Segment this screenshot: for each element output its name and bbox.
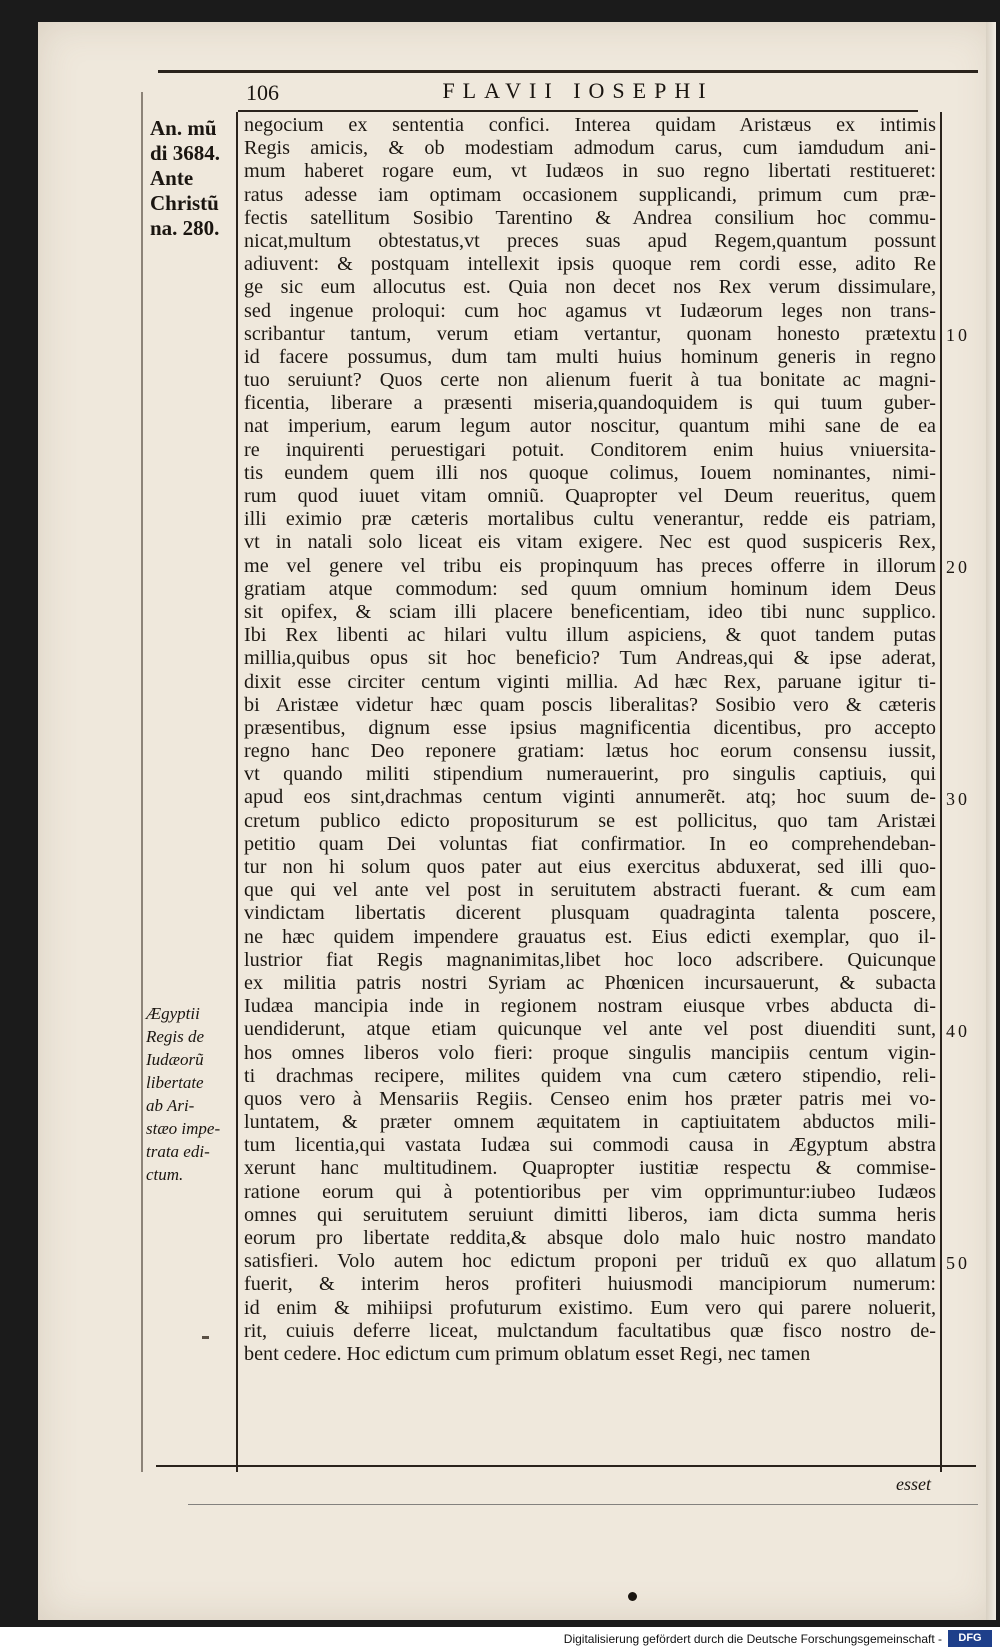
text-line: ex militia patris nostri Syriam ac Phœnicen incursauerunt, & subacta [244, 971, 936, 994]
text-line: que qui vel ante vel post in seruitutem abstracti fuerant. & cum eam [244, 879, 936, 902]
text-line: ne hæc quidem impendere grauatus est. Eius edicti exemplar, quo il- [244, 925, 936, 948]
line-number: 40 [946, 1020, 970, 1041]
text-line: satisfieri. Volo autem hoc edictum proponi per triduũ ex quo allatum [244, 1250, 936, 1273]
text-line: ficentia, liberare a præsenti miseria,quandoquidem is qui tuum guber- [244, 392, 936, 415]
text-line: tuo seruiunt? Quos certe non alienum fuerit à tua bonitate ac magni- [244, 369, 936, 392]
page-number: 106 [246, 80, 279, 105]
margin-gloss-line: libertate [146, 1073, 204, 1092]
text-line: rit, cuiuis deferre liceat, mulctandum facultatibus quæ fisco nostro de- [244, 1319, 936, 1342]
line-number: 30 [946, 788, 970, 809]
margin-gloss-line: Iudæorũ [146, 1050, 204, 1069]
footer-credit: Digitalisierung gefördert durch die Deutsche Forschungsgemeinschaft - [563, 1632, 942, 1646]
text-line: tis eundem quem illi nos quoque colimus, Iouem nominantes, nimi- [244, 461, 936, 484]
text-line: uendiderunt, atque etiam quicunque vel ante vel post diuenditi sunt, [244, 1018, 936, 1041]
main-text [244, 114, 936, 1366]
text-line: eorum pro libertate reddita,& absque dolo malo huic nostro mandato [244, 1227, 936, 1249]
text-line: petitio quam Dei voluntas fiat confirmatior. In eo comprehendeban- [244, 832, 936, 855]
line-number: 50 [946, 1252, 970, 1273]
text-left-rule [236, 112, 238, 1472]
text-line: vt in natali solo liceat eis vitam exigere. Nec est quod suspiceris Rex, [244, 531, 936, 554]
margin-date-line: Christũ [150, 191, 219, 215]
ink-dot [628, 1592, 637, 1601]
catchword: esset [896, 1474, 931, 1494]
text-line: sit opifex, & sciam illi placere beneficentiam, ideo tibi nunc supplico. [244, 600, 936, 623]
margin-outer-rule [141, 92, 143, 1472]
text-line: me vel genere vel tribu eis propinquum has preces offerre in illorum [244, 554, 936, 577]
text-line: apud eos sint,drachmas centum viginti annumerẽt. atq; hoc suum de- [244, 786, 936, 809]
text-line: mum haberet rogare eum, vt Iudæos in suo regno libertati restitueret: [244, 160, 936, 183]
text-line: xerunt hanc multitudinem. Quapropter iustitiæ respectu & commise- [244, 1157, 936, 1180]
bottom-rule [156, 1465, 976, 1467]
text-line: id facere possumus, dum tam multi huius hominum generis in regno [244, 345, 936, 368]
text-line: quos vero à Mensariis Regiis. Censeo enim hos præter patris mei vo- [244, 1087, 936, 1110]
dfg-logo-icon: DFG [948, 1630, 992, 1647]
text-line: sed ingenue proloqui: cum hoc agamus vt Iudæorum leges non trans- [244, 299, 936, 322]
page-edge [986, 22, 996, 1620]
margin-gloss-line: Regis de [146, 1027, 205, 1046]
text-line: tur non hi solum quos pater aut eius exercitus abduxerat, sed illi quo- [244, 856, 936, 878]
margin-date-note [150, 116, 234, 241]
text-line: ratus adesse iam optimam occasionem supplicandi, primum cum præ- [244, 183, 936, 206]
margin-gloss-line: trata edi- [146, 1142, 210, 1161]
text-line: fectis satellitum Sosibio Tarentino & Andrea consilium hoc commu- [244, 206, 936, 229]
text-line: Regis amicis, & ob modestiam admodum carus, cum iamdudum ani- [244, 137, 936, 160]
text-line: nat imperium, earum legum autor noscitur, quantum mihi sane de ea [244, 415, 936, 438]
text-line: rum quod iuuet vitam omniũ. Quapropter vel Deum reueritus, quem [244, 485, 936, 507]
text-line: dixit esse circiter centum viginti millia. Ad hæc Rex, paruane igitur ti- [244, 670, 936, 693]
text-line: ge sic eum allocutus est. Quia non decet nos Rex verum dissimulare, [244, 276, 936, 299]
text-line: gratiam atque commodum: sed quum omnium hominum idem Deus [244, 577, 936, 600]
text-line: bi Aristæe videtur hæc quam poscis liberalitas? Sosibio vero & cæteris [244, 693, 936, 716]
top-rule [158, 70, 978, 73]
text-line: cretum publico edicto propositurum se est pollicitus, quo tam Aristæi [244, 809, 936, 832]
text-line: fuerit, & interim heros profiteri huiusmodi mancipiorum numerum: [244, 1273, 936, 1296]
line-number: 10 [946, 324, 970, 345]
text-line: Iudæa mancipia inde in regionem nostram eiusque vrbes abducta di- [244, 995, 936, 1018]
margin-gloss-line: Ægyptii [146, 1004, 200, 1023]
running-head: FLAVII IOSEPHI [442, 78, 714, 103]
text-line: scribantur tantum, verum etiam vertantur, quonam honesto prætextu [244, 322, 936, 345]
header-rule [238, 110, 918, 112]
margin-date-line: Ante [150, 166, 194, 190]
text-line: præsentibus, dignum esse ipsius magnificentia dicentibus, pro accepto [244, 716, 936, 739]
text-line: bent cedere. Hoc edictum cum primum oblatum esset Regi, nec tamen [244, 1342, 811, 1365]
text-line: luntatem, & præter omnem æquitatem in captiuitatem abductos mili- [244, 1111, 936, 1134]
text-line: omnes qui seruitutem seruiunt dimitti liberos, iam dicta summa heris [244, 1203, 936, 1226]
text-line: millia,quibus opus sit hoc beneficio? Tum Andreas,qui & ipse aderat, [244, 647, 936, 670]
text-line: ratione eorum qui à potentioribus per vim opprimuntur:iubeo Iudæos [244, 1180, 936, 1203]
text-line: vt quando militi stipendium numerauerint, pro singulis captiuis, qui [244, 763, 936, 786]
margin-gloss-line: ctum. [146, 1165, 184, 1184]
line-number: 20 [946, 556, 970, 577]
text-line: lustrior fiat Regis magnanimitas,libet hoc loco adscribere. Quicunque [244, 948, 936, 971]
book-page [38, 22, 996, 1620]
text-line: adiuvent: & postquam intellexit ipsis quoque rem cordi esse, adito Re [244, 253, 936, 276]
text-line: hos omnes liberos volo fieri: proque singulis mancipiis centum vigin- [244, 1041, 936, 1064]
text-line: re inquirenti peruestigari potuit. Conditorem enim huius vniuersita- [244, 438, 936, 461]
margin-date-line: An. mũ [150, 116, 217, 140]
text-line: negocium ex sententia confici. Interea quidam Aristæus ex intimis [244, 114, 936, 136]
text-line: nicat,multum obtestatus,vt preces suas apud Regem,quantum possunt [244, 229, 936, 252]
text-line: id enim & mihiipsi profuturum existimo. Eum vero qui parere noluerit, [244, 1296, 936, 1319]
text-line: Ibi Rex libenti ac hilari vultu illum aspiciens, & quot tandem putas [244, 624, 936, 647]
bottom-rule-secondary [188, 1504, 978, 1505]
text-line: regno hanc Deo reponere gratiam: lætus hoc eorum consensu iussit, [244, 740, 936, 763]
text-line: ti drachmas recipere, milites quidem vna cum cætero stipendio, reli- [244, 1064, 936, 1087]
text-right-rule [940, 112, 942, 1472]
margin-mark [202, 1336, 209, 1339]
margin-date-line: na. 280. [150, 216, 220, 240]
margin-gloss-line: ab Ari- [146, 1096, 195, 1115]
margin-gloss [146, 1002, 236, 1186]
text-line: illi eximio præ cæteris mortalibus cultu venerantur, redde eis patriam, [244, 508, 936, 531]
text-line: vindictam libertatis dicerent plusquam quadraginta talenta poscere, [244, 902, 936, 925]
text-line: tum licentia,qui vastata Iudæa sui commodi causa in Ægyptum abstra [244, 1134, 936, 1157]
margin-date-line: di 3684. [150, 141, 221, 165]
margin-gloss-line: stæo impe- [146, 1119, 221, 1138]
